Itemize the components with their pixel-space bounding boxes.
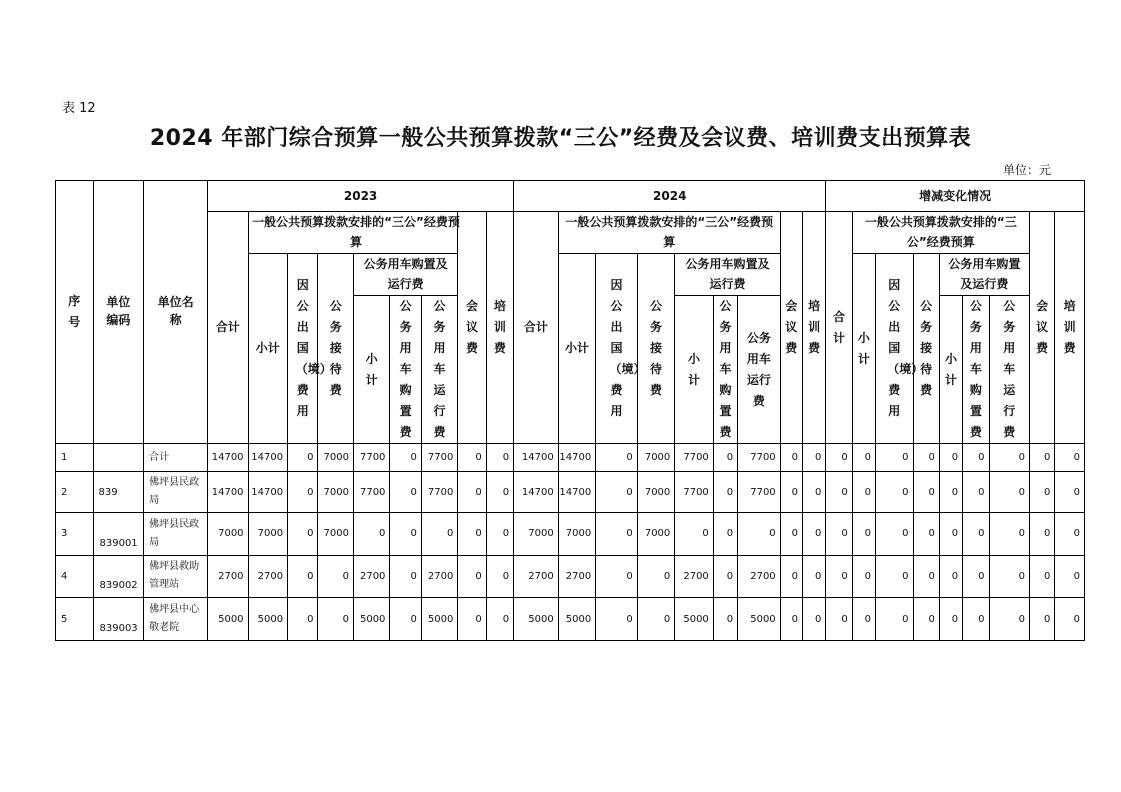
cell-value: 0	[852, 444, 875, 472]
cell-value: 0	[780, 555, 802, 598]
header-sangong-2023: 一般公共预算拨款安排的“三公”经费预算	[248, 212, 458, 254]
cell-value: 14700	[558, 444, 596, 472]
cell-unit-code: 839002	[93, 555, 144, 598]
cell-value: 2700	[558, 555, 596, 598]
cell-value: 0	[989, 555, 1030, 598]
header-vehicle-subtotal-2023: 小计	[353, 296, 389, 444]
header-unit-name: 单位名称	[144, 181, 208, 444]
cell-value: 7700	[675, 444, 714, 472]
header-reception-2024: 公务接待费	[637, 254, 675, 444]
cell-unit-name: 佛坪县中心敬老院	[144, 598, 208, 641]
header-vehicle-subtotal-2024: 小计	[675, 296, 714, 444]
cell-unit-name: 佛坪县民政局	[144, 513, 208, 556]
cell-value: 0	[421, 513, 457, 556]
header-subtotal-2023: 小计	[248, 254, 288, 444]
page-title: 2024 年部门综合预算一般公共预算拨款“三公”经费及会议费、培训费支出预算表	[149, 126, 972, 151]
cell-value: 2700	[514, 555, 559, 598]
cell-seq: 1	[56, 444, 94, 472]
cell-value: 0	[913, 555, 939, 598]
unit-label: 单位：元	[1003, 163, 1052, 177]
cell-value: 7700	[421, 444, 457, 472]
header-abroad-change: 因公出国（境）费用	[876, 254, 914, 444]
cell-value: 0	[713, 598, 737, 641]
cell-value: 0	[288, 472, 318, 513]
cell-value: 7000	[558, 513, 596, 556]
header-abroad-2024: 因公出国（境）费用	[596, 254, 638, 444]
cell-value: 0	[963, 513, 989, 556]
cell-value: 0	[913, 472, 939, 513]
cell-value: 0	[939, 472, 962, 513]
cell-value: 7000	[318, 444, 353, 472]
cell-value: 0	[876, 472, 914, 513]
cell-value: 0	[353, 513, 389, 556]
header-subtotal-2024: 小计	[558, 254, 596, 444]
header-vehicle-2024: 公务用车购置及运行费	[675, 254, 780, 296]
cell-value: 0	[596, 555, 638, 598]
header-training-2024: 培训费	[802, 212, 825, 444]
table-row	[56, 598, 1085, 641]
header-change: 增减变化情况	[826, 181, 1085, 212]
cell-value: 0	[780, 513, 802, 556]
cell-value: 0	[989, 513, 1030, 556]
cell-value: 0	[486, 598, 513, 641]
cell-value: 2700	[738, 555, 781, 598]
cell-value: 7700	[421, 472, 457, 513]
cell-value: 0	[1030, 513, 1055, 556]
cell-unit-code: 839003	[93, 598, 144, 641]
cell-value: 0	[963, 444, 989, 472]
header-total-2024: 合计	[514, 212, 559, 444]
cell-value: 7700	[353, 472, 389, 513]
cell-value: 0	[826, 472, 852, 513]
cell-value: 0	[1055, 598, 1085, 641]
cell-value: 0	[780, 472, 802, 513]
cell-value: 0	[318, 555, 353, 598]
header-seq: 序号	[56, 181, 94, 444]
cell-value: 14700	[248, 444, 288, 472]
cell-unit-name: 佛坪县民政局	[144, 472, 208, 513]
header-vehicle-change: 公务用车购置及运行费	[939, 254, 1029, 296]
cell-value: 7700	[738, 444, 781, 472]
cell-value: 0	[458, 555, 486, 598]
cell-value: 0	[876, 444, 914, 472]
cell-value: 0	[596, 472, 638, 513]
cell-value: 0	[1055, 472, 1085, 513]
cell-value: 0	[458, 472, 486, 513]
cell-value: 0	[989, 598, 1030, 641]
budget-table	[55, 180, 1085, 641]
cell-value: 0	[826, 513, 852, 556]
cell-value: 7000	[637, 444, 675, 472]
cell-value: 0	[963, 555, 989, 598]
cell-value: 0	[713, 444, 737, 472]
header-vehicle-purchase-2023: 公务用车购置费	[390, 296, 421, 444]
cell-value: 7000	[248, 513, 288, 556]
table-number: 表 12	[62, 101, 96, 116]
cell-value: 0	[486, 472, 513, 513]
header-training-change: 培训费	[1055, 212, 1085, 444]
cell-value: 0	[780, 444, 802, 472]
cell-value: 7000	[637, 513, 675, 556]
header-meeting-2023: 会议费	[458, 212, 486, 444]
cell-value: 0	[637, 598, 675, 641]
cell-value: 0	[939, 513, 962, 556]
cell-value: 5000	[738, 598, 781, 641]
cell-value: 0	[596, 444, 638, 472]
cell-value: 0	[802, 472, 825, 513]
cell-value: 5000	[675, 598, 714, 641]
cell-value: 7700	[675, 472, 714, 513]
cell-value: 0	[318, 598, 353, 641]
cell-value: 0	[390, 513, 421, 556]
cell-value: 0	[876, 598, 914, 641]
cell-value: 5000	[248, 598, 288, 641]
cell-value: 0	[713, 513, 737, 556]
cell-value: 7000	[208, 513, 249, 556]
cell-value: 0	[713, 555, 737, 598]
cell-value: 0	[675, 513, 714, 556]
cell-value: 0	[826, 444, 852, 472]
cell-value: 7000	[637, 472, 675, 513]
cell-value: 0	[637, 555, 675, 598]
cell-value: 0	[826, 555, 852, 598]
header-sangong-change: 一般公共预算拨款安排的“三公”经费预算	[852, 212, 1029, 254]
cell-value: 0	[989, 472, 1030, 513]
cell-value: 0	[1055, 513, 1085, 556]
header-reception-2023: 公务接待费	[318, 254, 353, 444]
cell-value: 5000	[514, 598, 559, 641]
header-meeting-change: 会议费	[1030, 212, 1055, 444]
cell-value: 2700	[421, 555, 457, 598]
header-vehicle-operation-2024: 公务用车运行费	[738, 296, 781, 444]
cell-value: 2700	[675, 555, 714, 598]
cell-value: 0	[963, 598, 989, 641]
cell-value: 0	[1055, 444, 1085, 472]
cell-value: 5000	[421, 598, 457, 641]
header-vehicle-purchase-2024: 公务用车购置费	[713, 296, 737, 444]
cell-value: 0	[852, 555, 875, 598]
table-row	[56, 472, 1085, 513]
cell-seq: 5	[56, 598, 94, 641]
cell-value: 0	[826, 598, 852, 641]
cell-value: 5000	[353, 598, 389, 641]
cell-value: 2700	[248, 555, 288, 598]
cell-value: 0	[963, 472, 989, 513]
header-year-2024: 2024	[514, 181, 826, 212]
cell-value: 14700	[514, 472, 559, 513]
header-unit-code: 单位编码	[93, 181, 144, 444]
header-year-2023: 2023	[208, 181, 514, 212]
cell-value: 0	[939, 555, 962, 598]
table-row	[56, 513, 1085, 556]
header-reception-change: 公务接待费	[913, 254, 939, 444]
header-vehicle-operation-change: 公务用车运行费	[989, 296, 1030, 444]
cell-value: 14700	[208, 444, 249, 472]
cell-value: 0	[1055, 555, 1085, 598]
cell-value: 0	[802, 598, 825, 641]
cell-value: 0	[458, 598, 486, 641]
header-sangong-2024: 一般公共预算拨款安排的“三公”经费预算	[558, 212, 780, 254]
header-vehicle-purchase-change: 公务用车购置费	[963, 296, 989, 444]
cell-value: 0	[780, 598, 802, 641]
cell-value: 0	[1030, 555, 1055, 598]
cell-value: 5000	[558, 598, 596, 641]
cell-value: 0	[802, 513, 825, 556]
cell-value: 0	[989, 444, 1030, 472]
cell-value: 2700	[353, 555, 389, 598]
cell-value: 0	[486, 444, 513, 472]
cell-value: 0	[288, 598, 318, 641]
cell-value: 7000	[318, 513, 353, 556]
cell-value: 0	[486, 513, 513, 556]
cell-value: 0	[390, 555, 421, 598]
header-total-change: 合计	[826, 212, 852, 444]
cell-value: 0	[913, 513, 939, 556]
cell-value: 0	[486, 555, 513, 598]
cell-value: 0	[876, 513, 914, 556]
cell-value: 0	[390, 472, 421, 513]
cell-value: 0	[458, 513, 486, 556]
cell-value: 0	[288, 513, 318, 556]
cell-value: 14700	[558, 472, 596, 513]
cell-value: 0	[913, 598, 939, 641]
cell-unit-code: 839001	[93, 513, 144, 556]
cell-value: 7700	[353, 444, 389, 472]
table-row	[56, 444, 1085, 472]
header-abroad-2023: 因公出国（境）费用	[288, 254, 318, 444]
cell-value: 0	[596, 598, 638, 641]
cell-value: 0	[288, 444, 318, 472]
cell-value: 0	[876, 555, 914, 598]
cell-value: 0	[852, 513, 875, 556]
header-meeting-2024: 会议费	[780, 212, 802, 444]
cell-unit-name: 佛坪县救助管理站	[144, 555, 208, 598]
header-total-2023: 合计	[208, 212, 249, 444]
cell-value: 0	[713, 472, 737, 513]
cell-value: 0	[802, 444, 825, 472]
cell-value: 2700	[208, 555, 249, 598]
cell-value: 0	[802, 555, 825, 598]
cell-value: 0	[852, 472, 875, 513]
header-training-2023: 培训费	[486, 212, 513, 444]
cell-value: 14700	[208, 472, 249, 513]
cell-value: 0	[390, 598, 421, 641]
cell-value: 0	[1030, 444, 1055, 472]
cell-value: 5000	[208, 598, 249, 641]
cell-seq: 2	[56, 472, 94, 513]
cell-value: 0	[1030, 598, 1055, 641]
cell-value: 14700	[514, 444, 559, 472]
cell-unit-name: 合计	[144, 444, 208, 472]
cell-value: 0	[390, 444, 421, 472]
cell-unit-code	[93, 444, 144, 472]
header-vehicle-operation-2023: 公务用车运行费	[421, 296, 457, 444]
cell-value: 0	[458, 444, 486, 472]
cell-seq: 3	[56, 513, 94, 556]
cell-value: 0	[939, 444, 962, 472]
cell-value: 0	[288, 555, 318, 598]
cell-value: 0	[738, 513, 781, 556]
cell-value: 7700	[738, 472, 781, 513]
header-vehicle-subtotal-change: 小计	[939, 296, 962, 444]
table-row	[56, 555, 1085, 598]
cell-seq: 4	[56, 555, 94, 598]
cell-value: 14700	[248, 472, 288, 513]
cell-value: 0	[913, 444, 939, 472]
cell-value: 0	[939, 598, 962, 641]
cell-value: 0	[1030, 472, 1055, 513]
header-vehicle-2023: 公务用车购置及运行费	[353, 254, 457, 296]
cell-value: 0	[596, 513, 638, 556]
cell-value: 7000	[514, 513, 559, 556]
table-body	[56, 444, 1085, 641]
cell-value: 7000	[318, 472, 353, 513]
cell-value: 0	[852, 598, 875, 641]
cell-unit-code: 839	[93, 472, 144, 513]
header-subtotal-change: 小计	[852, 254, 875, 444]
